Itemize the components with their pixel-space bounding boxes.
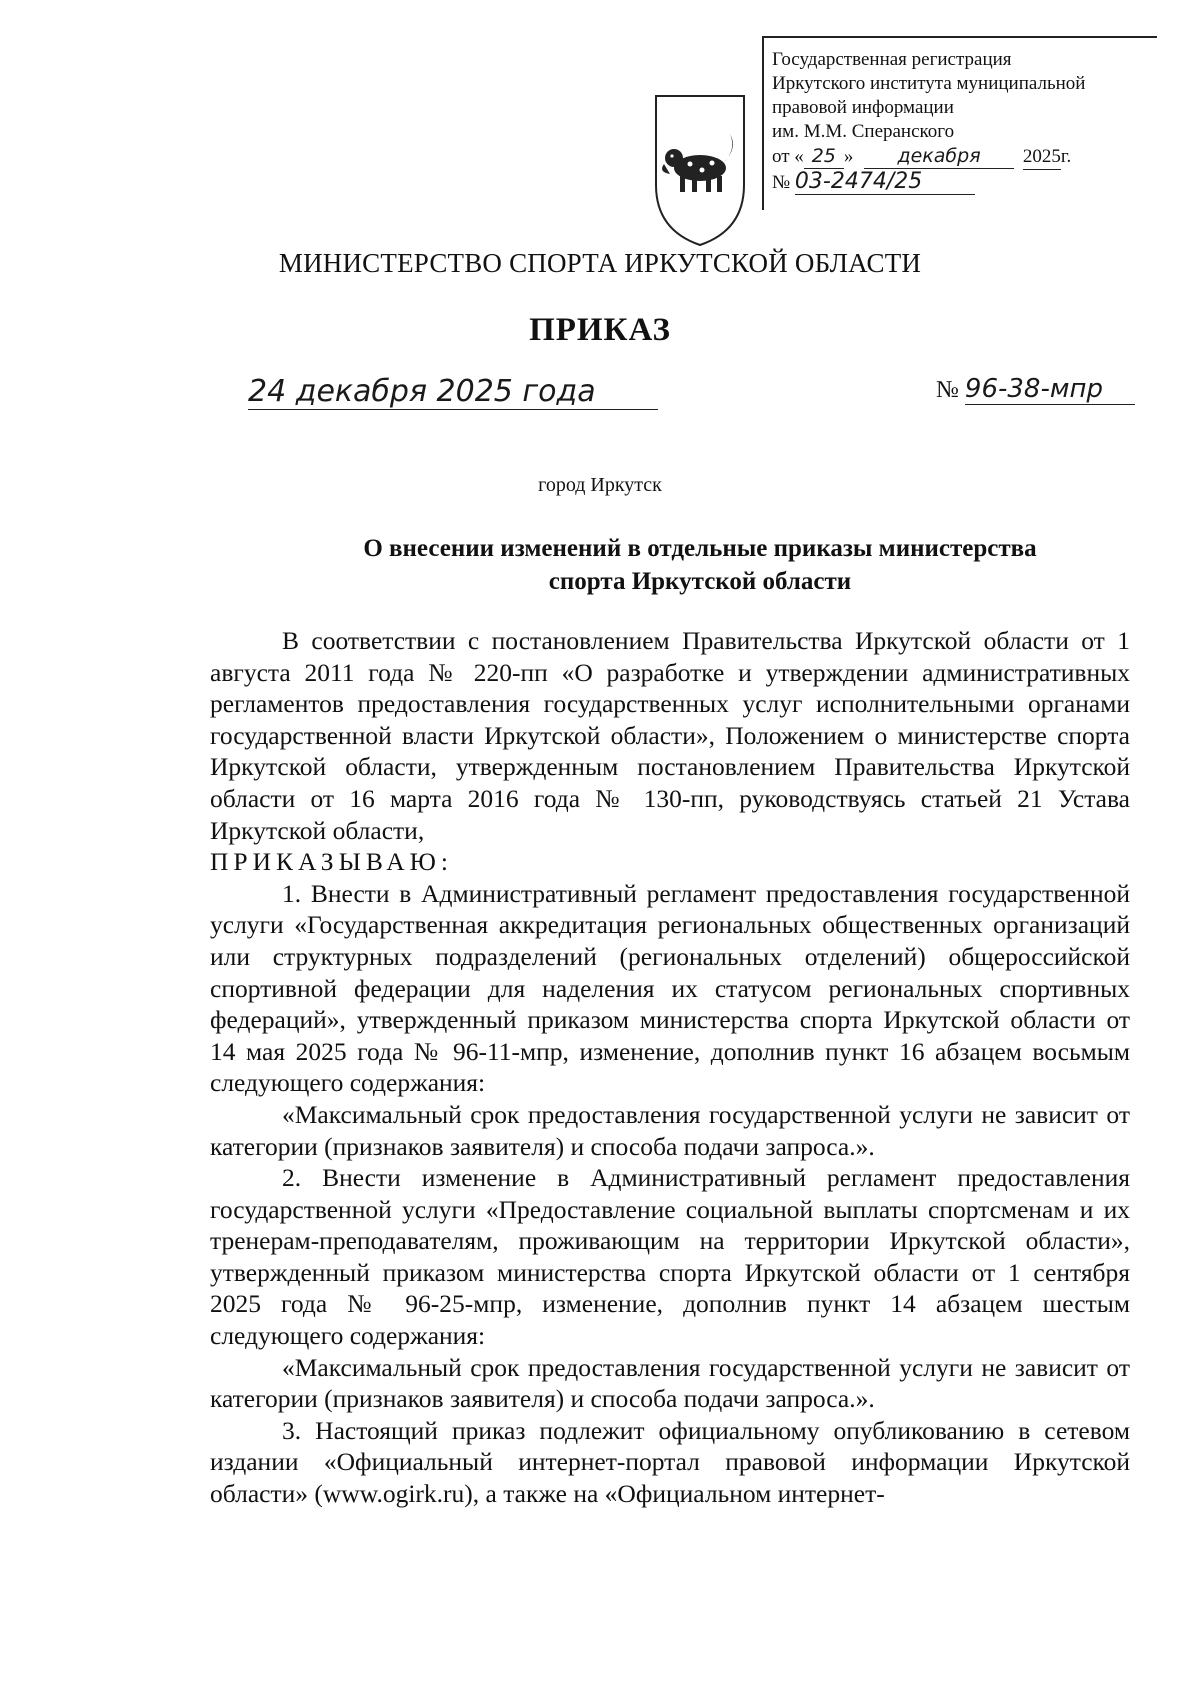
stamp-number-value: 03-2474/25 xyxy=(795,170,975,195)
item-1-paragraph: 1. Внести в Административный регламент предоставления государственной услуги «Государственная аккредитация региональных общественных организаций или структурных подразделений (региональных отделений) общероссийской спортивной федерации для наделения их статусом региональных спортивных федераций», утвержденный приказом министерства спорта Иркутской области от 14 мая 2025 года № 96-11-мпр, изменение, дополнив пункт 16 абзацем восьмым следующего содержания: xyxy=(210,878,1130,1098)
stamp-date-month: декабря xyxy=(864,144,1014,169)
stamp-line: им. М.М. Сперанского xyxy=(772,121,955,142)
document-title xyxy=(300,532,1100,598)
stamp-number-line xyxy=(772,170,1157,195)
order-date: 24 декабря 2025 года xyxy=(248,374,658,410)
item-2-paragraph: 2. Внести изменение в Административный регламент предоставления государственной услуги «Предоставление социальной выплаты спортсменам и их тренерам-преподавателям, проживающим на территории Иркутской области», утвержденный приказом министерства спорта Иркутской области от 1 сентября 2025 года № 96-25-мпр, изменение, дополнив пункт 14 абзацем шестым следующего содержания: xyxy=(210,1163,1130,1351)
stamp-date-mid: » xyxy=(843,146,854,167)
title-line-1: О внесении изменений в отдельные приказы министерства xyxy=(363,535,1037,562)
order-directive: ПРИКАЗЫВАЮ: xyxy=(210,847,453,877)
preamble-paragraph: В соответствии с постановлением Правительства Иркутской области от 1 августа 2011 года № 220-пп «О разработке и утверждении административных регламентов предоставления государственных услуг исполнительными органами государственной власти Иркутской области», Положением о министерстве спорта Иркутской области, утвержденным постановлением Правительства Иркутской области от 16 марта 2016 года № 130-пп, руководствуясь статьей 21 Устава Иркутской области, xyxy=(210,626,1130,845)
stamp-line: Иркутского института муниципальной xyxy=(772,73,1086,94)
registration-stamp xyxy=(762,36,1157,210)
stamp-line: Государственная регистрация xyxy=(772,49,1012,70)
item-3-paragraph: 3. Настоящий приказ подлежит официальному опубликованию в сетевом издании «Официальный интернет-портал правовой информации Иркутской области» (www.ogirk.ru), а также на «Официальном интернет- xyxy=(210,1415,1130,1509)
ministry-name: МИНИСТЕРСТВО СПОРТА ИРКУТСКОЙ ОБЛАСТИ xyxy=(278,248,922,278)
stamp-date-line xyxy=(772,144,1157,170)
city-line: город Иркутск xyxy=(538,474,662,496)
order-number-prefix: № xyxy=(936,377,959,403)
stamp-number-prefix: № xyxy=(772,172,791,193)
order-date-handwritten xyxy=(248,374,658,410)
order-number-value: 96-38-мпр xyxy=(965,374,1135,405)
stamp-line: правовой информации xyxy=(772,97,954,118)
stamp-date-day: 25 xyxy=(804,144,844,169)
item-2-quote: «Максимальный срок предоставления государственной услуги не зависит от категории (признаков заявителя) и способа подачи запроса.». xyxy=(210,1352,1130,1414)
stamp-date-year: 2025 xyxy=(1023,145,1061,170)
title-line-2: спорта Иркутской области xyxy=(548,568,852,595)
stamp-date-suffix: г. xyxy=(1060,146,1072,167)
order-number xyxy=(936,374,1135,405)
coat-of-arms-emblem xyxy=(650,90,750,250)
stamp-date-prefix: от « xyxy=(772,146,804,167)
document-body xyxy=(210,625,1130,1510)
item-1-quote: «Максимальный срок предоставления государственной услуги не зависит от категории (признаков заявителя) и способа подачи запроса.». xyxy=(210,1099,1130,1161)
document-type: ПРИКАЗ xyxy=(529,312,671,348)
